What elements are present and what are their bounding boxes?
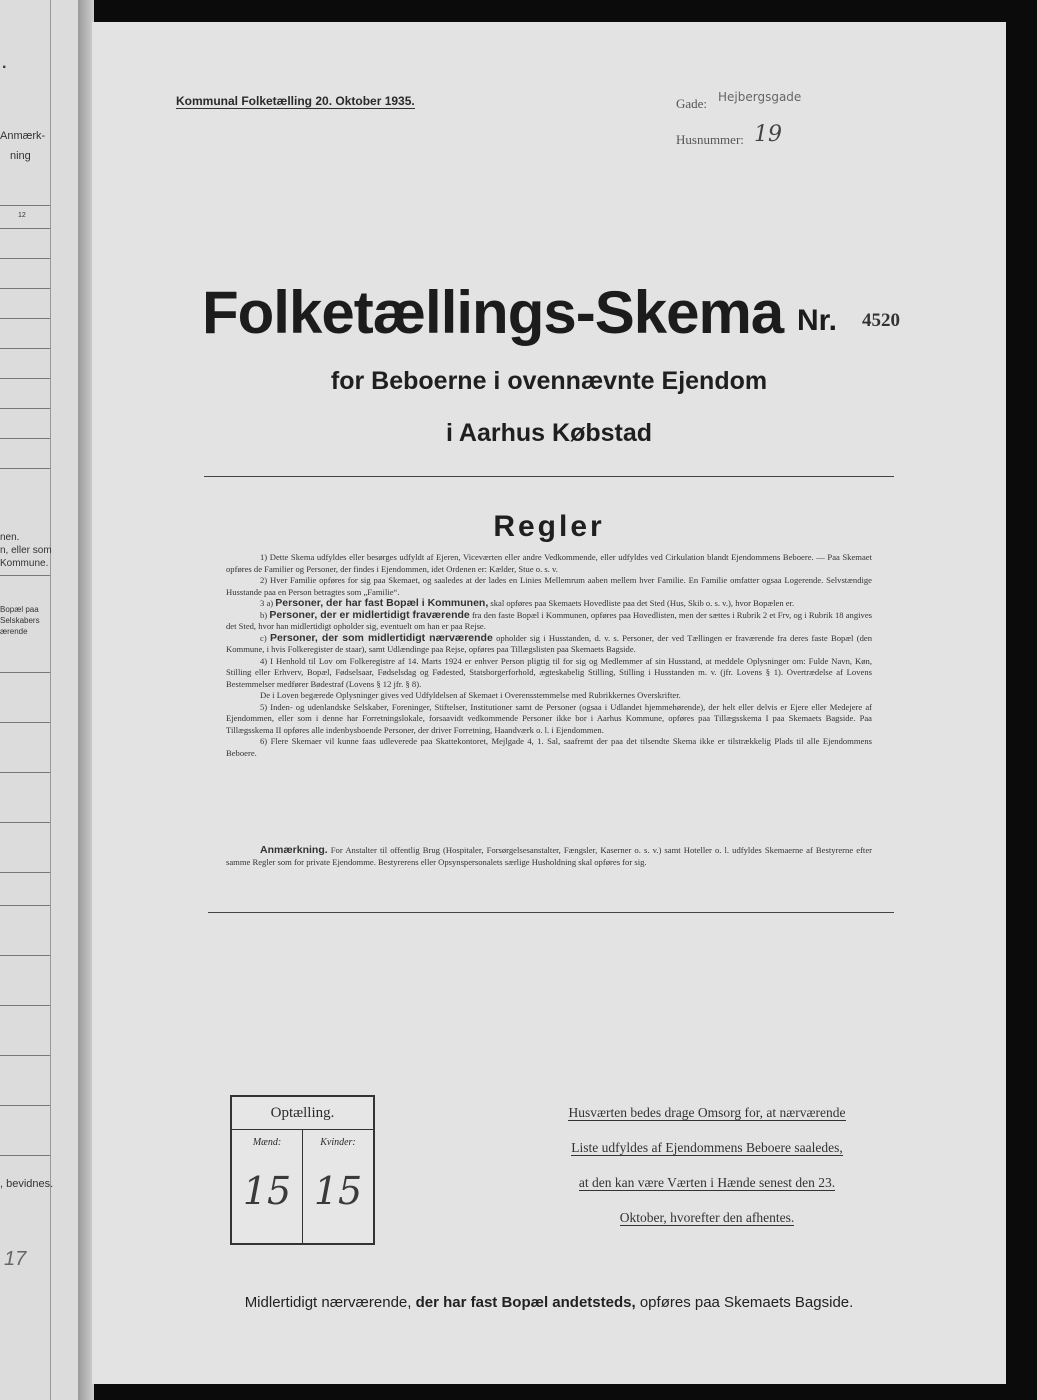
form-subtitle-2: i Aarhus Købstad	[445, 419, 653, 447]
rule-3c: c) Personer, der som midlertidigt nærværende opholder sig i Husstanden, d. v. s. Personer, der ved Tællingen er fraværende fra deres faste Bopæl (den Kommune, i hvis Folkeregister de staar), samt Udlændinge paa Rejse, opføres paa Tillægslisten paa Skemaets Bagside.	[226, 631, 872, 654]
left-rule	[0, 772, 50, 773]
left-rule	[0, 288, 50, 289]
notice-line-4: Oktober, hvorefter den afhentes.	[619, 1210, 795, 1225]
left-rule	[0, 1105, 50, 1106]
rule-3b: b) Personer, der er midlertidigt fraværende fra den faste Bopæl i Kommunen, opføres paa Hovedlisten, men der sættes i Rubrik 2 et Frv, og i Rubrik 18 angives det Sted, hvor han midlertidigt opholder sig, eventuelt om han er paa Rejse.	[226, 608, 872, 631]
left-rule	[0, 575, 50, 576]
form-number-value: 4520	[862, 310, 900, 331]
left-note-b2: Selskabers	[0, 616, 40, 625]
rule-3c-heading: Personer, der som midlertidigt nærværende	[269, 631, 493, 644]
remark-heading: Anmærkning.	[260, 844, 328, 856]
remark-text: For Anstalter til offentlig Brug (Hospitaler, Forsørgelsesanstalter, Fængsler, Kaserner o. s. v.) samt Hoteller o. l. udfyldes Skemaerne af Bestyrerne efter samme Regler som for private Ejendomme. Bestyrerens eller Opsynspersonalets særlige Husholdning skal opføres for sig.	[226, 845, 872, 867]
left-rule	[0, 1005, 50, 1006]
men-count: 15	[242, 1169, 292, 1213]
left-rule	[0, 438, 50, 439]
remark-note	[226, 845, 872, 868]
left-rule	[0, 822, 50, 823]
divider-top	[204, 476, 894, 477]
rule-4b: De i Loven begærede Oplysninger gives ved Udfyldelsen af Skemaet i Overensstemmelse med Rubrikkernes Overskrifter.	[260, 690, 681, 700]
left-rule	[0, 205, 50, 206]
column-rule	[50, 0, 51, 1400]
census-form-page	[92, 22, 1006, 1384]
rule-3a-heading: Personer, der har fast Bopæl i Kommunen,	[275, 597, 489, 609]
notice-line-3: at den kan være Værten i Hænde senest den 23.	[578, 1175, 836, 1190]
footer-part-1: Midlertidigt nærværende,	[244, 1294, 412, 1311]
left-rule	[0, 408, 50, 409]
rules-heading: Regler	[493, 510, 605, 543]
house-number-value: 19	[754, 122, 782, 147]
count-caption: Optælling.	[232, 1097, 373, 1130]
rule-6: 6) Flere Skemaer vil kunne faas udleverede paa Skattekontoret, Mejlgade 4, 1. Sal, saafremt der paa det tilsendte Skema ikke er tilstrækkelig Plads til alle Ejendommens Beboere.	[226, 736, 872, 758]
left-rule	[0, 872, 50, 873]
left-rule	[0, 468, 50, 469]
left-col-number: 12	[18, 212, 26, 219]
left-rule	[0, 672, 50, 673]
footer-note	[92, 1294, 1006, 1311]
rule-2: 2) Hver Familie opføres for sig paa Skemaet, og saaledes at der lades en Linies Mellemrum aaben mellem hver Familie. En Familie omfatter ogsaa Logerende. Selvstændige Husstande paa en Person betragtes som „Familie“.	[226, 575, 872, 597]
footer-part-3: opføres paa Skemaets Bagside.	[639, 1294, 854, 1311]
street-value: Hejbergsgade	[718, 90, 802, 104]
men-label: Mænd:	[252, 1137, 282, 1148]
women-count: 15	[313, 1169, 363, 1213]
left-note-b1: Bopæl paa	[0, 605, 39, 614]
left-rule	[0, 955, 50, 956]
left-note-b3: ærende	[0, 627, 28, 636]
women-column	[303, 1129, 373, 1243]
men-column	[232, 1129, 303, 1243]
house-number-label: Husnummer:	[676, 132, 744, 147]
rule-3b-heading: Personer, der er midlertidigt fraværende	[269, 608, 470, 621]
left-page-fragment	[0, 0, 80, 1400]
census-header-title: Kommunal Folketælling 20. Oktober 1935.	[176, 94, 415, 108]
form-title: Folketællings-Skema	[202, 279, 784, 346]
left-rule	[0, 1055, 50, 1056]
left-dot: .	[2, 55, 7, 72]
left-rule	[0, 258, 50, 259]
count-box	[230, 1095, 375, 1245]
left-note-a3: Kommune.	[0, 558, 49, 569]
right-dark-edge	[1006, 0, 1037, 1400]
left-note-c1: , bevidnes.	[0, 1178, 54, 1190]
left-header-line1: Anmærk-	[0, 130, 46, 142]
left-rule	[0, 318, 50, 319]
rule-1: 1) Dette Skema udfyldes eller besørges udfyldt af Ejeren, Viceværten eller andre Vedkommende, eller udfyldes ved Cirkulation blandt Ejendommens Beboere. — Paa Skemaet opføres de Familier og Personer, der findes i Ejendommen, idet Ordenen er: Kælder, Stue o. s. v.	[226, 552, 872, 574]
rule-4: 4) I Henhold til Lov om Folkeregistre af 14. Marts 1924 er enhver Person pligtig til for sig og Medlemmer af sin Husstand, at meddele Oplysninger om: Fulde Navn, Køn, Stilling eller Erhverv, Bopæl, Fødselsaar, Fødselsdag og Fødested, Statsborgerforhold, ægteskabelig Stilling, Stilling i Husstanden m. v. (jfr. Lovens § 1). Overtrædelse af Lovens Bestemmelser medfører Bødestraf (Lovens § 12 jfr. § 8).	[226, 655, 872, 689]
rule-5: 5) Inden- og udenlandske Selskaber, Foreninger, Stiftelser, Institutioner samt de Personer (ogsaa i Udlandet hjemmehørende), der helt eller delvis er Ejere eller Medejere af Ejendommen, eller som i denne har Forretningslokale, forsaavidt vedkommende Personer ikke bor i Aarhus Kommune, opføres paa Tillægsskema I paa Skemaets Bagside. Paa Tillægsskema II opføres alle indenbysboende Personer, der driver Forretning, Haandværk o. l. i Ejendommen.	[226, 701, 872, 735]
left-rule	[0, 1155, 50, 1156]
landlord-notice	[532, 1095, 882, 1235]
left-note-a2: n, eller som	[0, 545, 52, 556]
rule-3a: 3 a) Personer, der har fast Bopæl i Kommunen, skal opføres paa Skemaets Hovedliste paa det Sted (Hus, Skib o. s. v.), hvor Bopælen er.	[260, 597, 795, 609]
left-signature: 17	[4, 1248, 27, 1270]
street-label: Gade:	[676, 96, 708, 111]
left-rule	[0, 378, 50, 379]
rules-text	[226, 552, 872, 759]
left-rule	[0, 228, 50, 229]
notice-line-1: Husværten bedes drage Omsorg for, at nærværende	[568, 1105, 846, 1120]
form-number-label: Nr.	[797, 304, 838, 337]
notice-line-2: Liste udfyldes af Ejendommens Beboere saaledes,	[571, 1140, 843, 1155]
left-rule	[0, 905, 50, 906]
left-rule	[0, 722, 50, 723]
women-label: Kvinder:	[320, 1137, 356, 1148]
form-subtitle-1: for Beboerne i ovennævnte Ejendom	[330, 367, 768, 395]
footer-part-2: der har fast Bopæl andetsteds,	[415, 1294, 636, 1311]
left-rule	[0, 348, 50, 349]
left-header-line2: ning	[10, 150, 31, 162]
left-note-a1: nen.	[0, 532, 20, 543]
divider-bottom	[208, 912, 894, 913]
